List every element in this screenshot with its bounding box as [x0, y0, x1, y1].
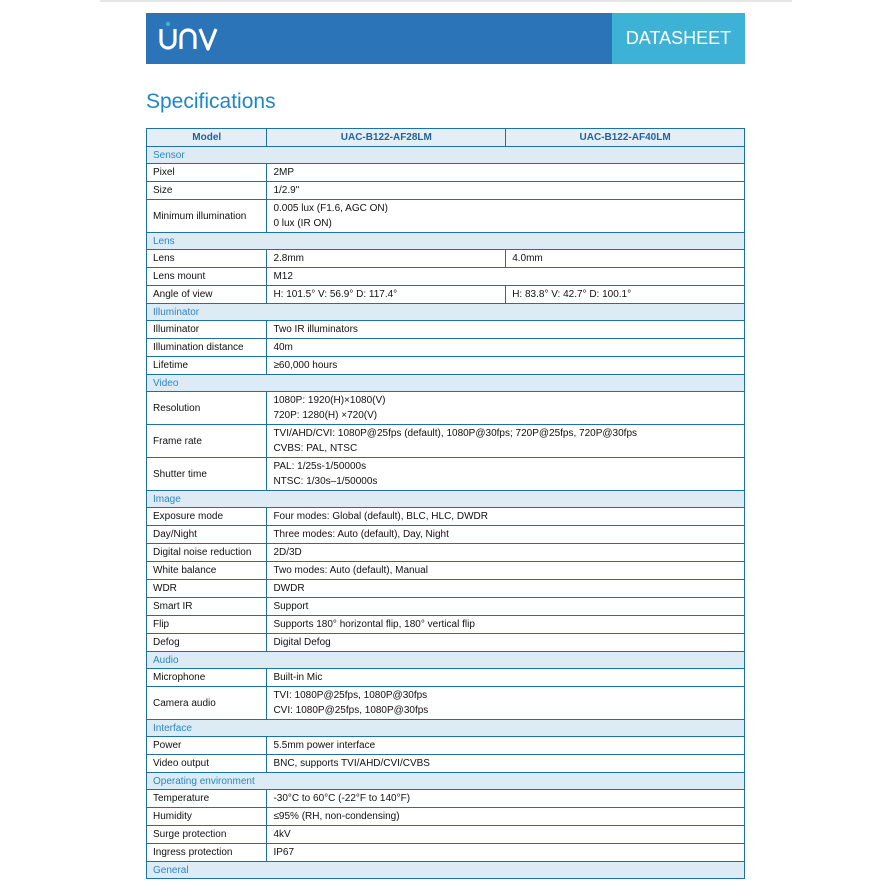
- spec-row: [147, 790, 745, 808]
- section-title: Audio: [147, 652, 745, 669]
- spec-label: Frame rate: [147, 425, 267, 458]
- spec-label: Video output: [147, 755, 267, 773]
- spec-value: Supports 180° horizontal flip, 180° vertical flip: [267, 616, 745, 634]
- section-row: [147, 147, 745, 164]
- spec-label: Camera audio: [147, 687, 267, 720]
- spec-row: [147, 634, 745, 652]
- section-title: Video: [147, 375, 745, 392]
- spec-row: [147, 826, 745, 844]
- spec-value: 5.5mm power interface: [267, 737, 745, 755]
- spec-row: [147, 808, 745, 826]
- spec-value-af40: H: 83.8° V: 42.7° D: 100.1°: [506, 286, 745, 304]
- spec-value-line: CVBS: PAL, NTSC: [273, 443, 358, 454]
- spec-row: [147, 425, 745, 458]
- spec-label: Size: [147, 182, 267, 200]
- spec-value-af28: 2.8mm: [267, 250, 506, 268]
- spec-label: Humidity: [147, 808, 267, 826]
- spec-row: [147, 339, 745, 357]
- unv-logo: [158, 19, 220, 63]
- spec-label: Exposure mode: [147, 508, 267, 526]
- spec-row: [147, 544, 745, 562]
- spec-row: [147, 669, 745, 687]
- spec-value: 2MP: [267, 164, 745, 182]
- model-af40-header: UAC-B122-AF40LM: [506, 129, 745, 147]
- spec-row: [147, 286, 745, 304]
- spec-value-line: 720P: 1280(H) ×720(V): [273, 410, 378, 421]
- spec-value-line: PAL: 1/25s-1/50000s: [273, 461, 367, 472]
- spec-value-af28: H: 101.5° V: 56.9° D: 117.4°: [267, 286, 506, 304]
- spec-label: Illuminator: [147, 321, 267, 339]
- spec-row: [147, 321, 745, 339]
- spec-value-line: 0.005 lux (F1.6, AGC ON): [273, 203, 388, 214]
- spec-row: [147, 357, 745, 375]
- spec-value: [267, 392, 745, 425]
- section-title: Interface: [147, 720, 745, 737]
- spec-label: Lifetime: [147, 357, 267, 375]
- spec-row: [147, 687, 745, 720]
- section-row: [147, 233, 745, 250]
- spec-value: 4kV: [267, 826, 745, 844]
- spec-label: Defog: [147, 634, 267, 652]
- spec-row: [147, 616, 745, 634]
- spec-value: Built-in Mic: [267, 669, 745, 687]
- spec-label: Ingress protection: [147, 844, 267, 862]
- model-af28-header: UAC-B122-AF28LM: [267, 129, 506, 147]
- spec-row: [147, 182, 745, 200]
- spec-label: Lens mount: [147, 268, 267, 286]
- spec-label: Pixel: [147, 164, 267, 182]
- section-title: Operating environment: [147, 773, 745, 790]
- model-header: Model: [147, 129, 267, 147]
- spec-value: IP67: [267, 844, 745, 862]
- datasheet-badge: DATASHEET: [612, 13, 745, 64]
- datasheet-header: [146, 13, 745, 64]
- spec-row: [147, 250, 745, 268]
- spec-value-line: TVI/AHD/CVI: 1080P@25fps (default), 1080P@30fps; 720P@25fps, 720P@30fps: [273, 428, 638, 439]
- spec-value: Four modes: Global (default), BLC, HLC, DWDR: [267, 508, 745, 526]
- section-title: Lens: [147, 233, 745, 250]
- spec-label: Power: [147, 737, 267, 755]
- spec-row: [147, 844, 745, 862]
- spec-value: BNC, supports TVI/AHD/CVI/CVBS: [267, 755, 745, 773]
- spec-value: M12: [267, 268, 745, 286]
- section-row: [147, 304, 745, 321]
- spec-row: [147, 392, 745, 425]
- spec-row: [147, 580, 745, 598]
- spec-value: [267, 200, 745, 233]
- spec-row: [147, 737, 745, 755]
- spec-body: [147, 147, 745, 879]
- page-top-rule: [100, 0, 792, 2]
- spec-label: Temperature: [147, 790, 267, 808]
- spec-row: [147, 200, 745, 233]
- section-row: [147, 652, 745, 669]
- spec-value: ≥60,000 hours: [267, 357, 745, 375]
- spec-row: [147, 508, 745, 526]
- spec-value: 2D/3D: [267, 544, 745, 562]
- spec-row: [147, 458, 745, 491]
- spec-value: Three modes: Auto (default), Day, Night: [267, 526, 745, 544]
- section-title: Image: [147, 491, 745, 508]
- unv-logo-mark: [158, 19, 220, 55]
- section-title: Sensor: [147, 147, 745, 164]
- spec-label: Shutter time: [147, 458, 267, 491]
- spec-value: [267, 458, 745, 491]
- spec-value-line: 0 lux (IR ON): [273, 218, 332, 229]
- spec-value-line: CVI: 1080P@25fps, 1080P@30fps: [273, 705, 429, 716]
- spec-value: [267, 425, 745, 458]
- page-title: Specifications: [146, 90, 276, 113]
- spec-label: WDR: [147, 580, 267, 598]
- spec-table: [146, 128, 745, 879]
- spec-label: Minimum illumination: [147, 200, 267, 233]
- spec-row: [147, 755, 745, 773]
- spec-value: Digital Defog: [267, 634, 745, 652]
- spec-label: Illumination distance: [147, 339, 267, 357]
- spec-row: [147, 164, 745, 182]
- spec-label: Microphone: [147, 669, 267, 687]
- spec-value-line: TVI: 1080P@25fps, 1080P@30fps: [273, 690, 428, 701]
- spec-value: Two IR illuminators: [267, 321, 745, 339]
- spec-value: 40m: [267, 339, 745, 357]
- spec-label: Resolution: [147, 392, 267, 425]
- spec-label: Lens: [147, 250, 267, 268]
- spec-row: [147, 598, 745, 616]
- spec-row: [147, 526, 745, 544]
- section-title: General: [147, 862, 745, 879]
- section-row: [147, 720, 745, 737]
- spec-row: [147, 562, 745, 580]
- spec-value: DWDR: [267, 580, 745, 598]
- table-header-row: [147, 129, 745, 147]
- spec-value-af40: 4.0mm: [506, 250, 745, 268]
- section-row: [147, 862, 745, 879]
- spec-label: Smart IR: [147, 598, 267, 616]
- section-title: Illuminator: [147, 304, 745, 321]
- spec-value-line: NTSC: 1/30s–1/50000s: [273, 476, 378, 487]
- spec-row: [147, 268, 745, 286]
- spec-value: ≤95% (RH, non-condensing): [267, 808, 745, 826]
- spec-value: -30°C to 60°C (-22°F to 140°F): [267, 790, 745, 808]
- section-row: [147, 773, 745, 790]
- spec-label: White balance: [147, 562, 267, 580]
- section-row: [147, 491, 745, 508]
- spec-label: Angle of view: [147, 286, 267, 304]
- section-row: [147, 375, 745, 392]
- spec-value: Support: [267, 598, 745, 616]
- spec-value: Two modes: Auto (default), Manual: [267, 562, 745, 580]
- spec-label: Digital noise reduction: [147, 544, 267, 562]
- spec-label: Day/Night: [147, 526, 267, 544]
- spec-value-line: 1080P: 1920(H)×1080(V): [273, 395, 386, 406]
- spec-label: Flip: [147, 616, 267, 634]
- spec-label: Surge protection: [147, 826, 267, 844]
- spec-value: [267, 687, 745, 720]
- spec-value: 1/2.9": [267, 182, 745, 200]
